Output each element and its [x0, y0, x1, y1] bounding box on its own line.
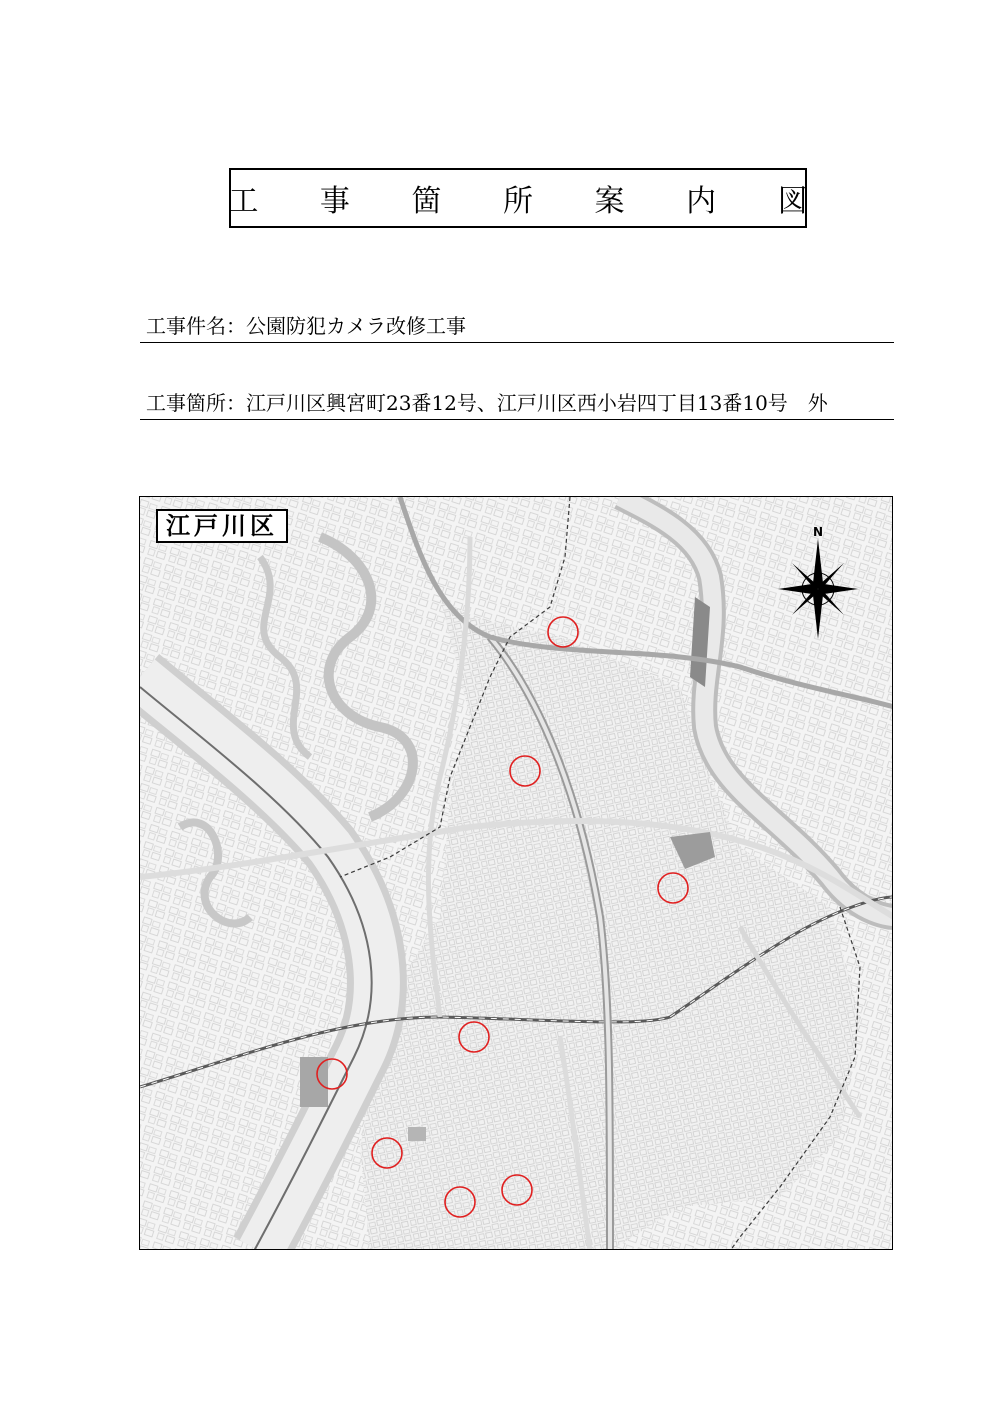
- project-name-line: [140, 309, 894, 343]
- location-map: [139, 496, 893, 1250]
- title-box: [228, 168, 834, 228]
- project-location-text: 工事箇所：江戸川区興宮町23番12号、江戸川区西小岩四丁目13番10号 外: [146, 391, 828, 415]
- ward-label: 江戸川区: [156, 509, 288, 543]
- page-title: 工 事 箇 所 案 内 図: [228, 184, 834, 219]
- compass-icon: [773, 525, 863, 643]
- project-name-text: 工事件名：公園防犯カメラ改修工事: [146, 314, 466, 338]
- compass-rose: [773, 525, 863, 643]
- compass-north-label: N: [813, 525, 824, 539]
- project-location-line: [140, 386, 894, 420]
